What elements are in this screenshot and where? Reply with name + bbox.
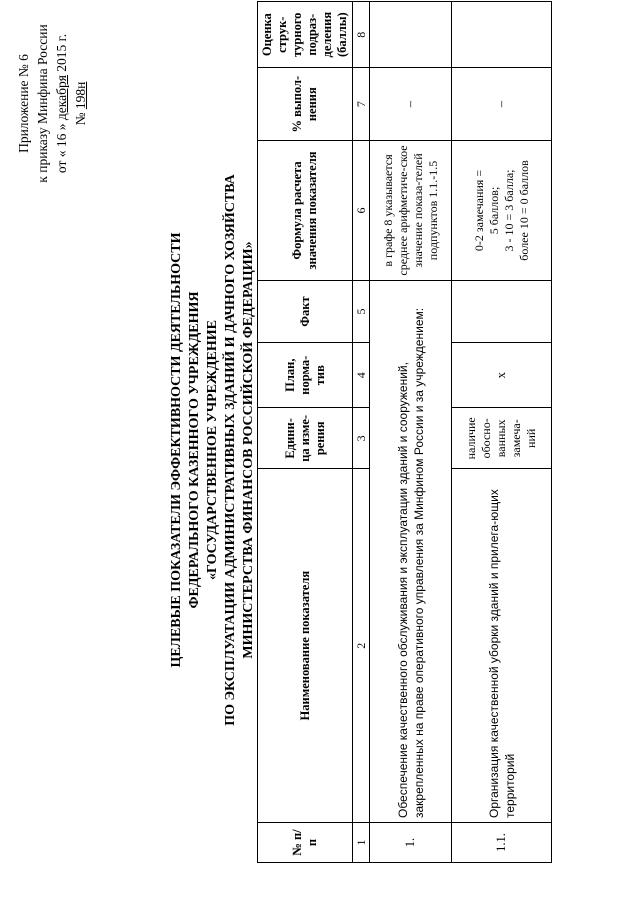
row-number: 1. <box>370 823 452 863</box>
table-row <box>452 2 552 863</box>
appendix-date <box>52 16 71 191</box>
appendix-reference <box>14 16 90 191</box>
column-number: 4 <box>353 343 370 408</box>
column-number: 1 <box>353 823 370 863</box>
table-header-row <box>258 2 353 863</box>
title-line-2: ФЕДЕРАЛЬНОГО КАЗЕННОГО УЧРЕЖДЕНИЯ <box>187 291 202 609</box>
percent-value: – <box>370 68 452 141</box>
column-number-row <box>353 2 370 863</box>
formula-text <box>452 140 552 280</box>
unit-text: наличие обосно-ванных замеча-ний <box>452 408 552 469</box>
title-line-3: «ГОСУДАРСТВЕННОЕ УЧРЕЖДЕНИЕ <box>205 320 220 580</box>
percent-value: – <box>452 68 552 141</box>
appendix-line-2: к приказу Минфина России <box>35 24 50 183</box>
title-line-1: ЦЕЛЕВЫЕ ПОКАЗАТЕЛИ ЭФФЕКТИВНОСТИ ДЕЯТЕЛЬНОСТИ <box>169 232 184 668</box>
appendix-number <box>71 16 90 191</box>
row-number: 1.1. <box>452 823 552 863</box>
formula-line: 3 - 10 = 3 балла; <box>501 169 516 252</box>
score-cell <box>452 2 552 68</box>
header-score: Оценка струк-турного подраз-деления (баллы) <box>258 2 353 68</box>
column-number: 6 <box>353 140 370 280</box>
header-unit: Едини-ца изме-рения <box>258 408 353 469</box>
score-cell <box>370 2 452 68</box>
indicator-name: Организация качественной уборки зданий и прилега-ющих территорий <box>452 469 552 823</box>
formula-line: 5 баллов; <box>486 186 501 235</box>
formula-line: более 10 = 0 баллов <box>516 160 531 261</box>
date-month: декабря <box>54 75 69 121</box>
document-title <box>168 105 258 795</box>
fact-cell <box>452 280 552 342</box>
indicator-name: Обеспечение качественного обслуживания и эксплуатации зданий и сооружений, закрепленных на праве оперативного управления за Минфином России и за учреждением: <box>370 280 452 822</box>
header-name: Наименование показателя <box>258 469 353 823</box>
header-formula: Формула расчета значения показателя <box>258 140 353 280</box>
header-plan: План, норма-тив <box>258 343 353 408</box>
column-number: 2 <box>353 469 370 823</box>
title-line-4: ПО ЭКСПЛУАТАЦИИ АДМИНИСТРАТИВНЫХ ЗДАНИЙ И ДАЧНОГО ХОЗЯЙСТВА <box>223 174 238 726</box>
column-number: 7 <box>353 68 370 141</box>
header-num: № п/п <box>258 823 353 863</box>
column-number: 5 <box>353 280 370 342</box>
order-number: 198н <box>73 81 88 110</box>
plan-value: х <box>452 343 552 408</box>
indicators-table <box>257 1 552 863</box>
formula-line: 0-2 замечания = <box>471 169 486 252</box>
appendix-line-1: Приложение № 6 <box>16 54 31 153</box>
date-day: от « 16 » <box>54 123 69 174</box>
title-line-5: МИНИСТЕРСТВА ФИНАНСОВ РОССИЙСКОЙ ФЕДЕРАЦИИ» <box>241 241 256 659</box>
header-percent: % выпол-нения <box>258 68 353 141</box>
date-year: 2015 г. <box>54 33 69 72</box>
column-number: 3 <box>353 408 370 469</box>
number-prefix: № <box>73 112 88 126</box>
column-number: 8 <box>353 2 370 68</box>
formula-text: в графе 8 указывается среднее арифметиче-ское значение показа-телей подпунктов 1.1.-1.5 <box>370 140 452 280</box>
table-row <box>370 2 452 863</box>
header-fact: Факт <box>258 280 353 342</box>
